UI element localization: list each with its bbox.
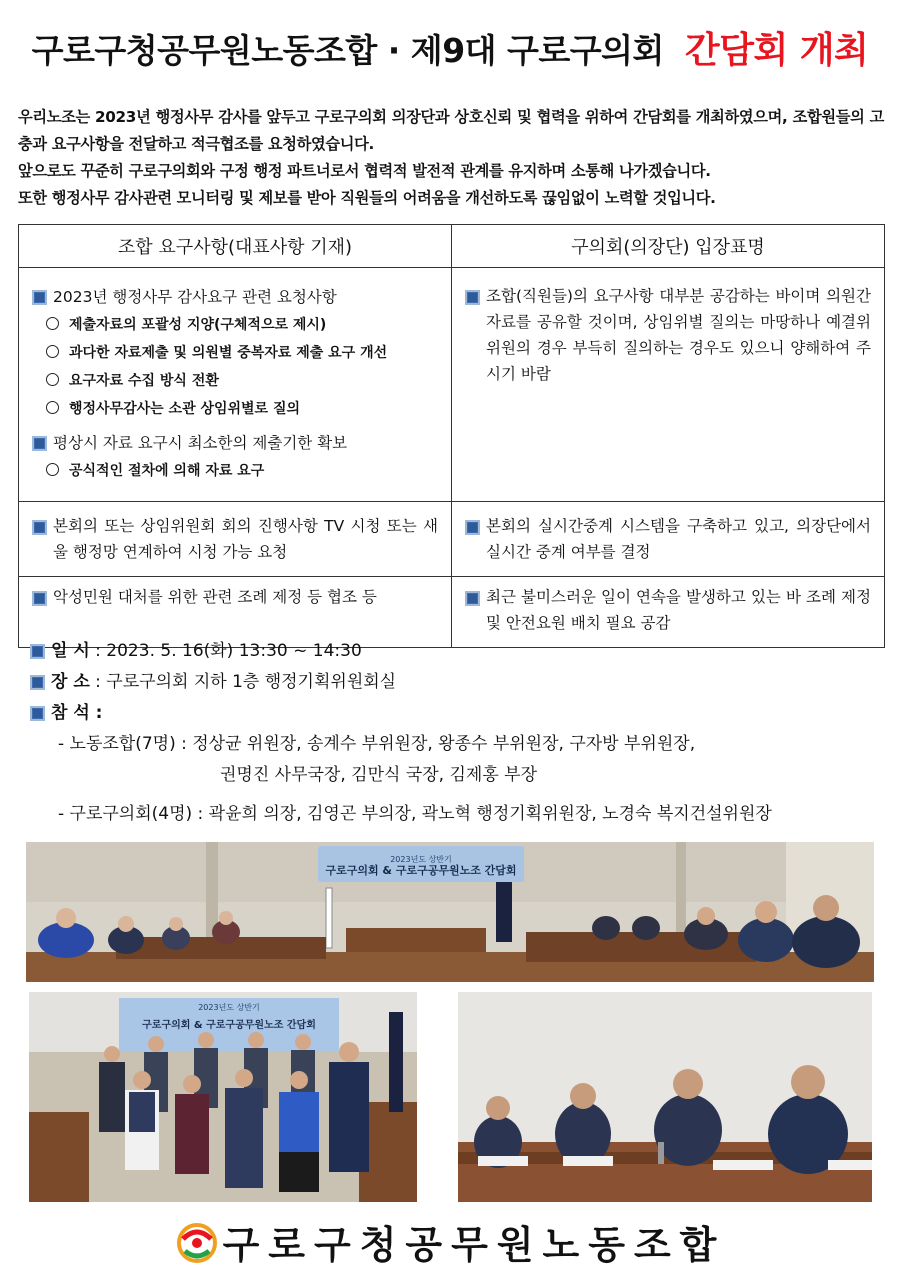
page-title	[0, 22, 900, 73]
council-attendees: - 구로구의회(4명) : 곽윤희 의장, 김영곤 부의장, 곽노혁 행정기획위원장, 노경숙 복지건설위원장	[58, 804, 772, 824]
council-response: 최근 불미스러운 일이 연속을 발생하고 있는 바 조례 제정 및 안전요원 배치 필요 공감	[486, 588, 871, 632]
union-request: 본회의 또는 상임위원회 회의 진행사항 TV 시청 또는 새울 행정망 연계하여 시청 가능 요청	[53, 517, 438, 561]
banner-text: 구로구의회 & 구로구공무원노조 간담회	[325, 864, 517, 877]
date-label: 일 시	[51, 641, 90, 661]
square-bullet-icon	[30, 706, 45, 721]
circle-bullet-icon	[46, 373, 59, 386]
intro-text	[18, 104, 884, 212]
table-row	[19, 268, 885, 502]
square-bullet-icon	[30, 675, 45, 690]
footer-org-name: 구로구청공무원노동조합	[222, 1223, 726, 1267]
circle-bullet-icon	[46, 317, 59, 330]
request-subitem: 제출자료의 포괄성 지양(구체적으로 제시)	[69, 317, 327, 333]
circle-bullet-icon	[46, 401, 59, 414]
union-logo-icon	[175, 1221, 219, 1274]
banner-text: 구로구의회 & 구로구공무원노조 간담회	[142, 1020, 316, 1031]
banner-small: 2023년도 상반기	[390, 855, 452, 864]
attendance-label: 참 석 :	[51, 703, 103, 723]
meeting-info	[30, 636, 772, 830]
column-header-union: 조합 요구사항(대표사항 기재)	[19, 225, 452, 268]
circle-bullet-icon	[46, 345, 59, 358]
intro-line2: 앞으로도 꾸준히 구로구의회와 구정 행정 파트너로서 협력적 발전적 관계를 유지하며 소통해 나가겠습니다.	[18, 162, 711, 180]
place-value: : 구로구의회 지하 1층 행정기획위원회실	[95, 672, 397, 692]
column-header-council: 구의회(의장단) 입장표명	[452, 225, 885, 268]
date-value: : 2023. 5. 16(화) 13:30 ~ 14:30	[95, 641, 362, 661]
speakers-photo	[458, 992, 872, 1202]
title-main: 구로구청공무원노동조합 · 제9대 구로구의회	[31, 31, 664, 70]
square-bullet-icon	[465, 290, 480, 305]
banner-small: 2023년도 상반기	[198, 1003, 260, 1012]
council-response: 조합(직원들)의 요구사항 대부분 공감하는 바이며 의원간 자료를 공유할 것이며, 상임위별 질의는 마땅하나 예결위 위원의 경우 부득히 질의하는 경우도 있으니 양해하여 주시기 바람	[486, 287, 871, 383]
council-response: 본회의 실시간중계 시스템을 구축하고 있고, 의장단에서 실시간 중계 여부를 결정	[486, 517, 871, 561]
square-bullet-icon	[32, 520, 47, 535]
request-item: 2023년 행정사무 감사요구 관련 요청사항	[53, 288, 337, 306]
square-bullet-icon	[32, 290, 47, 305]
union-attendees: - 노동조합(7명) : 정상균 위원장, 송계수 부위원장, 왕종수 부위원장, 구자방 부위원장,	[58, 734, 696, 754]
request-subitem: 행정사무감사는 소관 상임위별로 질의	[69, 401, 301, 417]
square-bullet-icon	[465, 520, 480, 535]
request-item: 평상시 자료 요구시 최소한의 제출기한 확보	[53, 434, 348, 452]
requests-table	[18, 224, 885, 648]
table-row	[19, 502, 885, 577]
group-photo	[29, 992, 417, 1202]
place-label: 장 소	[51, 672, 90, 692]
title-highlight: 간담회 개최	[684, 30, 869, 71]
square-bullet-icon	[32, 436, 47, 451]
meeting-room-photo	[26, 842, 874, 982]
intro-line3: 또한 행정사무 감사관련 모니터링 및 제보를 받아 직원들의 어려움을 개선하도록 끊임없이 노력할 것입니다.	[18, 189, 716, 207]
intro-line1: 우리노조는 2023년 행정사무 감사를 앞두고 구로구의회 의장단과 상호신뢰 및 협력을 위하여 간담회를 개최하였으며, 조합원들의 고충과 요구사항을 전달하고 적극협조를 요청하였습니다.	[18, 108, 884, 153]
square-bullet-icon	[465, 591, 480, 606]
request-subitem: 요구자료 수집 방식 전환	[69, 373, 219, 389]
request-subitem: 과다한 자료제출 및 의원별 중복자료 제출 요구 개선	[69, 345, 388, 361]
footer	[0, 1214, 900, 1274]
square-bullet-icon	[32, 591, 47, 606]
square-bullet-icon	[30, 644, 45, 659]
union-request: 악성민원 대처를 위한 관련 조례 제정 등 협조 등	[53, 588, 377, 606]
union-attendees-cont: 권명진 사무국장, 김만식 국장, 김제홍 부장	[220, 765, 538, 785]
circle-bullet-icon	[46, 463, 59, 476]
request-subitem: 공식적인 절차에 의해 자료 요구	[69, 463, 265, 479]
